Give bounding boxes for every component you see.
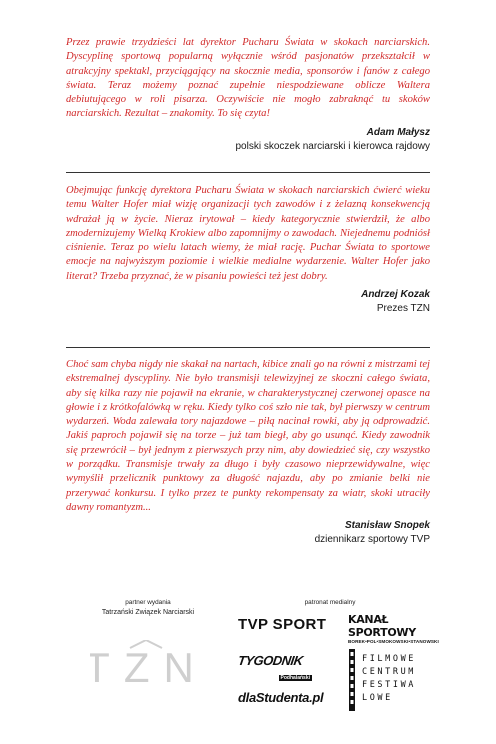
ffl-line: FILMOWE	[362, 654, 417, 664]
tvp-sport-logo: TVP SPORT	[238, 616, 327, 633]
ffl-line: CENTRUM	[362, 667, 417, 677]
ffl-line: LOWE	[362, 693, 393, 703]
tzn-logo	[90, 640, 202, 690]
quote-block-snopek	[66, 358, 430, 545]
tygodnik-podhalanski-logo	[238, 653, 312, 684]
kanal-sportowy-title: KANAŁ SPORTOWY	[348, 613, 416, 639]
quote-author: Andrzej Kozak	[361, 289, 430, 301]
tygodnik-sub: Podhalański	[280, 675, 310, 681]
quote-block-kozak	[66, 184, 430, 314]
ffl-line: FESTIWA	[362, 680, 417, 690]
quote-block-malysz	[66, 36, 430, 152]
svg-text:TZN: TZN	[90, 644, 202, 690]
media-label: patronat medialny	[304, 599, 356, 606]
quote-author: Stanisław Snopek	[344, 520, 430, 532]
quote-author-role: polski skoczek narciarski i kierowca rajdowy	[235, 140, 430, 152]
quote-text: Obejmując funkcję dyrektora Pucharu Świata w skokach narciarskich ćwierć wieku temu Walter Hofer miał wizję organizacji tych zawodów i z żelazną konsekwencją wdrażał ją w życie. Nieraz irytował – kiedy kategorycznie stwierdził, że albo zmodernizujemy Wielką Krokiew albo zapomnijmy o zawodach. Niejednemu podniósł ciśnienie. Teraz po wielu latach wiemy, że miał rację. Puchar Świata to sportowe emocje na najwyższym poziomie i wielkie medialne wydarzenie. Walter Hofer jako literat? Trzeba przyznać, że w pisaniu powieści też jest dobry.	[66, 185, 430, 282]
dlastudenta-logo: dlaStudenta.pl	[238, 690, 324, 705]
quote-author: Adam Małysz	[366, 126, 430, 138]
filmowe-centrum-festiwalowe-logo	[362, 653, 416, 705]
partner-label: partner wydania	[125, 599, 171, 606]
divider	[66, 347, 430, 348]
film-strip-icon	[349, 649, 355, 711]
quote-author-role: dziennikarz sportowy TVP	[314, 534, 430, 546]
tzn-logo-icon	[90, 640, 202, 690]
quote-author-role: Prezes TZN	[376, 303, 430, 315]
kanal-sportowy-logo	[348, 613, 439, 644]
kanal-sportowy-sub: BOREK•POL•SMOKOWSKI•STANOWSKI	[348, 639, 439, 644]
tygodnik-title: TYGODNIK	[236, 653, 304, 668]
divider	[66, 172, 430, 173]
quote-text: Choć sam chyba nigdy nie skakał na nartach, kibice znali go na równi z mistrzami tej ekstremalnej dyscypliny. Nie było transmisji telewizyjnej ze skoczni całego świata, aby się kilka razy nie pojawił na ekranie, w charakterystycznej czerwonej opasce na głowie i z krótkofalówką w ręku. Kiedy tylko coś szło nie tak, był pierwszy w centrum wydarzeń. Woda zalewała tory najazdowe – piłą nacinał rowki, aby ją odprowadzić. Jakiś paproch pojawił się na torze – już tam biegł, aby go usunąć. Kiedy zawodnik się przewrócił – był jednym z pierwszych przy nim, aby dowiedzieć się, czy wszystko w porządku. Transmisje trwały za długo i były czasowo nieprzewidywalne, więc wymyślił przelicznik punktowy za długość najazdu, aby po zmianie belki nie przerywać konkursu. I tylko przez te punkty rekompensaty za wiatr, skoki utraciły dawny romantyzm...	[66, 359, 430, 513]
quote-text: Przez prawie trzydzieści lat dyrektor Pucharu Świata w skokach narciarskich. Dyscyplinę sportową popularną wyłącznie wśród pasjonatów przekształcił w atrakcyjny spektakl, przyciągający na skocznie media, sponsorów i fanów z całego świata. Teraz możemy poznać zupełnie niespodziewane oblicze Waltera debiutującego w roli pisarza. Oczywiście nie mogło zabraknąć tu skoków narciarskich. Rezultat – znakomity. To się czyta!	[66, 37, 430, 120]
partner-name: Tatrzański Związek Narciarski	[101, 609, 195, 616]
